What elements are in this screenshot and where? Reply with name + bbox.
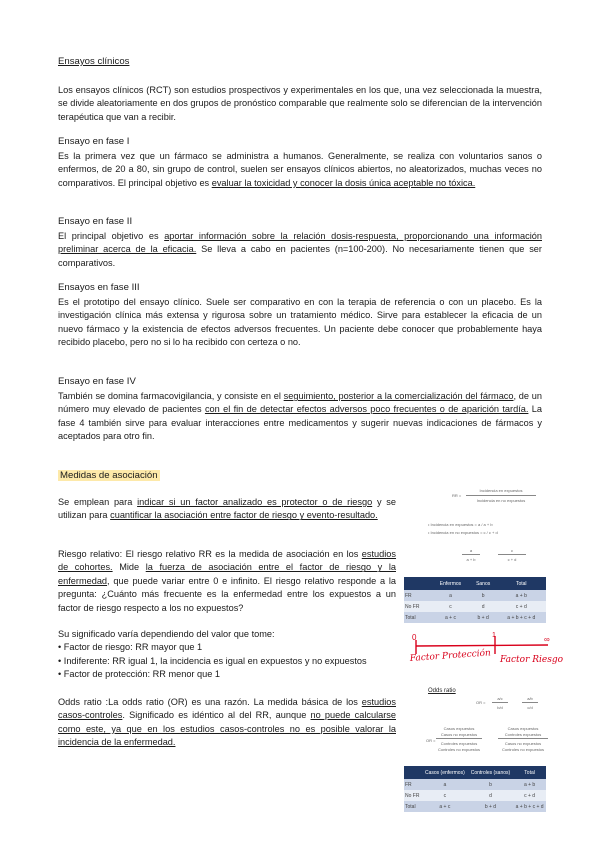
rr-text-c: , que puede variar entre 0 e infinito. El riesgo relativo responde a la pregunta: ¿Cuánto más frecuente es la enfermedad entre los expuestos a un factor de riesgo respecto a los no expuestos? (58, 575, 396, 613)
medidas-title (58, 470, 160, 482)
rr-symbol: RR = (452, 493, 462, 498)
t2-cell: a + c (422, 801, 468, 812)
rr-frac-right-top: c (511, 548, 513, 553)
or-den-1: b/d (497, 705, 503, 710)
rr-paragraph (58, 548, 396, 615)
t1-cell: a + b (497, 590, 546, 601)
t2-header-total: Total (513, 766, 546, 779)
t2-cell: b + d (468, 801, 513, 812)
risk-scale-sketch (404, 632, 564, 674)
rr-frac-left-bottom: a + b (466, 557, 476, 562)
or-symbol-2: OR = (426, 738, 436, 743)
sketch-one-label: 1 (492, 632, 496, 639)
t1-header-blank (404, 577, 431, 590)
rr-formula-figure (422, 486, 542, 570)
intro-paragraph: Los ensayos clínicos (RCT) son estudios prospectivos y experimentales en los que, una vez seleccionada la muestra, se divide aleatoriamente en dos grupos de pronóstico comparable que realmente solo se diferencian de la intervención terapéutica que van a recibir. (58, 85, 542, 122)
sketch-axis-line (416, 645, 548, 646)
table-row (404, 601, 546, 612)
fase1-underlined: evaluar la toxicidad y conocer la dosis única aceptable no tóxica. (211, 177, 476, 188)
or-text-a: Odds ratio :La odds ratio (OR) es una razón. La medida básica de los (58, 697, 358, 707)
or-left-1: Casos expuestos (443, 726, 475, 731)
fase4-paragraph (58, 390, 542, 444)
table-row (404, 590, 546, 601)
fase2-text-b: Se lleva a cabo en pacientes (n=100-200). No necesariamente tienen que ser comparativos. (58, 244, 542, 268)
or-right-3: Casos no expuestos (504, 741, 542, 746)
t2-header-blank (404, 766, 422, 779)
t1-cell: Total (404, 612, 431, 623)
fase1-text: Es la primera vez que un fármaco se administra a humanos. Generalmente, se realiza con voluntarios sanos o enfermos, de 20 a 80, sin grupo de control, suelen ser ensayos clínicos abiertos, no aleatorizados, muchas veces no comparativos. El principal objetivo es (58, 151, 542, 188)
rr-text-a: Riesgo relativo: El riesgo relativo RR es la medida de asociación en los (58, 549, 359, 559)
fase2-paragraph (58, 230, 542, 270)
table-row (404, 612, 546, 623)
t2-cell: c (422, 790, 468, 801)
rr-frac-left-top: a (469, 548, 473, 553)
t2-cell: c + d (513, 790, 546, 801)
or-num-2: a/b (527, 696, 533, 701)
section-title-ensayos: Ensayos clínicos (58, 56, 130, 67)
or-left-line (436, 738, 482, 739)
or-underlined-2: no puede calcularse como este, ya que en los estudios casos-controles no es posible valorar la incidencia de la enfermedad. (58, 710, 396, 748)
medidas-p1-a: Se emplean para (58, 497, 133, 507)
rr-underlined-1: estudios de cohortes. (58, 549, 397, 573)
fase4-text-b: , de un número muy elevado de pacientes (58, 391, 542, 415)
rr-underlined-2: la fuerza de asociación entre el factor de riesgo y la enfermedad (58, 562, 396, 586)
or-den-2: c/d (527, 705, 533, 710)
table-row (404, 779, 546, 790)
medidas-title-highlight: Medidas de asociación (60, 470, 158, 481)
t2-cell: a + b (513, 779, 546, 790)
t2-cell: Total (404, 801, 422, 812)
significado-item-indiferente: • Indiferente: RR igual 1, la incidencia es igual en expuestos y no expuestos (58, 655, 367, 666)
significado-item-riesgo: • Factor de riesgo: RR mayor que 1 (58, 642, 203, 653)
or-left-2: Casos no expuestos (440, 732, 478, 737)
or-symbol-1: OR = (476, 700, 486, 705)
or-underlined-1: estudios casos-controles (58, 697, 396, 721)
t2-cell: d (468, 790, 513, 801)
or-line-1 (492, 702, 508, 703)
rr-text-b: Mide (119, 562, 140, 573)
or-left-3: Controles expuestos (440, 741, 478, 746)
sketch-riesgo-label: Factor Riesgo (500, 655, 564, 665)
rr-frac-right-bottom: c + d (507, 557, 517, 562)
rr-line-2: • Incidencia en no expuestos = c / c + d (428, 530, 498, 535)
rr-frac-right-line (498, 554, 526, 555)
fase4-underlined-1: seguimiento, posterior a la comercialización del fármaco (283, 391, 514, 401)
t2-header-controles: Controles (sanos) (468, 766, 513, 779)
t2-cell: a + b + c + d (513, 801, 546, 812)
t1-cell: No FR (404, 601, 431, 612)
sketch-infinity-label: ∞ (544, 635, 550, 644)
medidas-p1-b: y se utilizan para (58, 497, 396, 521)
rr-top-label: Incidencia en expuestos (479, 488, 523, 493)
t1-cell: a (431, 590, 470, 601)
table-row (404, 790, 546, 801)
fase3-paragraph: Es el prototipo del ensayo clínico. Suele ser comparativo en con la terapia de referencia o con un placebo. Es la investigación clínica más extensa y rigurosa sobre un tratamiento médico. Sirve para establecer la eficacia de un nuevo fármaco y la existencia de efectos adversos frecuentes. Un paciente debe conocer que probablemente haya recibido placebo, pero no si lo ha recibido con certeza o no. (58, 297, 542, 348)
t2-header-casos: Casos (enfermos) (422, 766, 468, 779)
fase4-title: Ensayo en fase IV (58, 376, 136, 387)
t1-cell: a + c (431, 612, 470, 623)
or-right-1: Casos expuestos (507, 726, 539, 731)
or-line-2 (522, 702, 538, 703)
or-left-4: Controles no expuestos (437, 747, 481, 752)
significado-item-proteccion: • Factor de protección: RR menor que 1 (58, 669, 221, 680)
sketch-zero-label: 0 (412, 633, 417, 642)
sketch-proteccion-label: Factor Protección (409, 648, 492, 664)
rr-bottom-label: Incidencia en no expuestos (476, 498, 526, 503)
t1-header-enfermos: Enfermos (431, 577, 470, 590)
t1-cell: b + d (470, 612, 497, 623)
rr-fraction-line (466, 495, 536, 496)
fase2-underlined: aportar información sobre la relación dosis-respuesta, proporcionando una información preliminar acerca de la eficacia. (58, 231, 542, 255)
t2-cell: b (468, 779, 513, 790)
significado-intro: Su significado varía dependiendo del valor que tome: (58, 629, 275, 639)
t1-header-sanos: Sanos (470, 577, 497, 590)
medidas-p1-underlined-1: indicar si un factor analizado es protector o de riesgo (137, 497, 373, 507)
medidas-paragraph-1 (58, 496, 396, 523)
t1-cell: a + b + c + d (497, 612, 546, 623)
t2-cell: FR (404, 779, 422, 790)
rr-line-1: • Incidencia en expuestos = a / a + b (428, 522, 493, 527)
or-right-line (498, 738, 548, 739)
medidas-p1-underlined-2: cuantificar la asociación entre factor de riesgo y evento-resultado. (110, 510, 378, 521)
or-contingency-table (404, 766, 546, 812)
fase2-text-a: El principal objetivo es (58, 231, 159, 241)
t1-cell: c (431, 601, 470, 612)
or-figure-title: Odds ratio (428, 688, 456, 694)
rr-frac-left-line (462, 554, 480, 555)
fase1-title: Ensayo en fase I (58, 136, 130, 147)
t1-header-total: Total (497, 577, 546, 590)
t2-cell: No FR (404, 790, 422, 801)
or-num-1: a/c (497, 696, 503, 701)
t1-cell: d (470, 601, 497, 612)
fase1-paragraph (58, 150, 542, 190)
t1-cell: c + d (497, 601, 546, 612)
fase2-title: Ensayo en fase II (58, 216, 133, 227)
or-formula-figure (422, 688, 552, 758)
or-right-2: Controles expuestos (504, 732, 542, 737)
t2-cell: a (422, 779, 468, 790)
rr-contingency-table (404, 577, 546, 623)
fase4-text-c: La fase 4 también sirve para evaluar interacciones entre medicamentos y sugerir nuevas indicaciones de fármacos y aceptados para otro fin. (58, 404, 542, 442)
or-right-4: Controles no expuestos (501, 747, 545, 752)
or-paragraph (58, 696, 396, 750)
fase4-text-a: También se domina farmacovigilancia, y consiste en el (58, 391, 281, 401)
t1-cell: b (470, 590, 497, 601)
significado-block (58, 628, 396, 682)
fase4-underlined-2: con el fin de detectar efectos adversos poco frecuentes o de aparición tardía. (204, 404, 529, 415)
t1-cell: FR (404, 590, 431, 601)
table-row (404, 801, 546, 812)
fase3-title: Ensayos en fase III (58, 282, 140, 293)
or-text-b: . Significado es idéntico al del RR, aunque (122, 710, 307, 721)
